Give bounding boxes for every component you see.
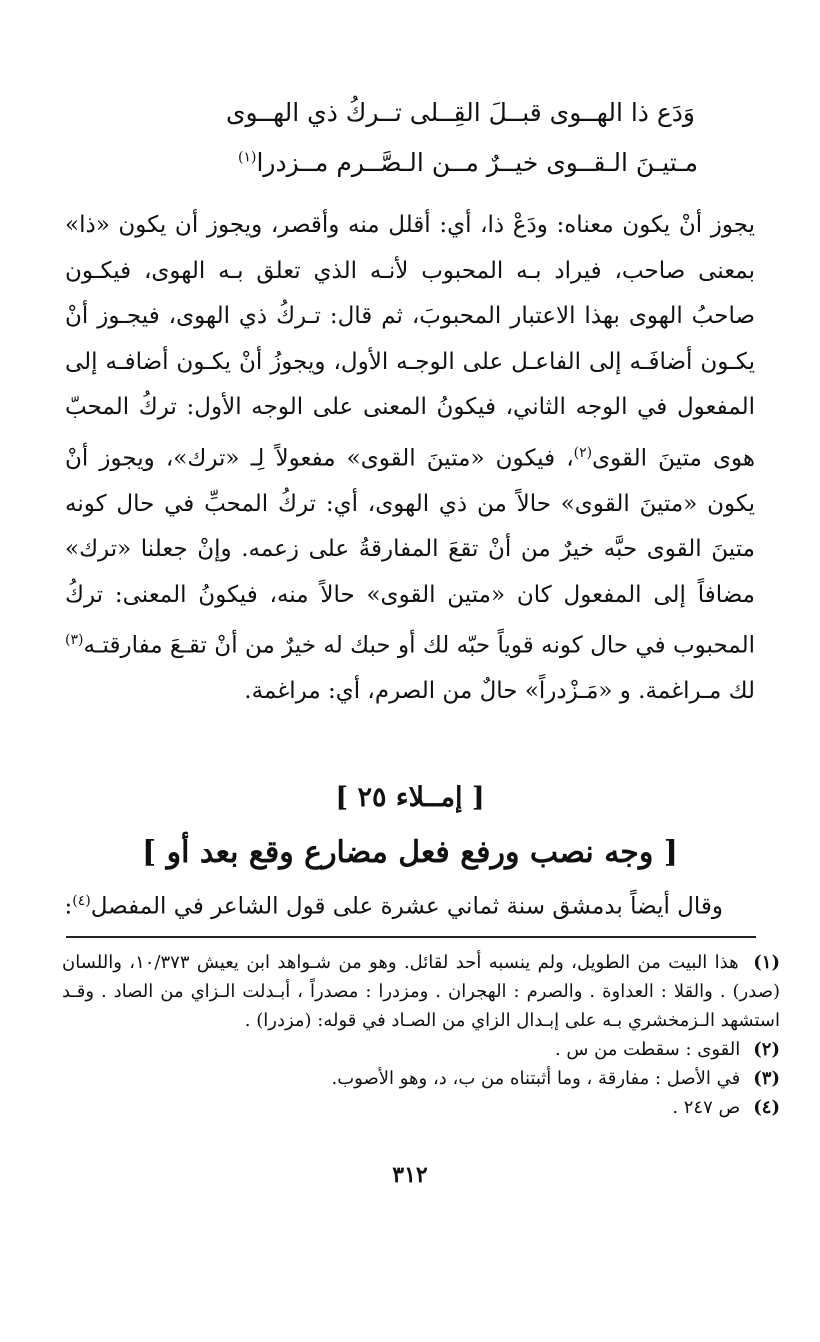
section-title: [ إمــلاء ٢٥ ] — [335, 782, 485, 813]
footnote-1-text: هذا البيت من الطويل، ولم ينسبه أحد لقائل. وهو من شـواهد ابن يعيش ١٠/٣٧٣، واللسان (صدر) . والقلا : العداوة . والصرم : الهجران . ومزدرا : مصدراً ، أبـدلت الـزاي من الصاد . وقـد استشهد الـزمخشري بـه على إبـدال الزاي من الصـاد في قوله: (مزدرا) . — [62, 952, 780, 1031]
footnote-ref-2: (٢) — [573, 444, 593, 461]
section-intro-end: : — [64, 893, 73, 920]
section-subtitle: [ وجه نصب ورفع فعل مضارع وقع بعد أو ] — [142, 835, 678, 870]
footnote-2-text: القوى : سقطت من س . — [554, 1039, 741, 1060]
footnote-4 — [62, 1093, 780, 1122]
footnote-divider — [66, 936, 756, 938]
commentary-text-b: ، فيكون «متينَ القوى» مفعولاً لِـ «ترك»، ويجوز أنْ يكون «متينَ القوى» حالاً من ذي الهوى، أي: تركُ المحبِّ في حال كونه متينَ القوى حبَّه خيرٌ من أنْ تقعَ المفارقةُ على زعمه. وإنْ جعلنا «ترك» مضافاً إلى المفعول كان «متين القوى» حالاً منه، فيكونُ المعنى: تركُ المحبوب في حال كونه قوياً حبّه لك أو حبك له خيرٌ من أنْ تقـعَ مفارقتـه — [65, 445, 755, 659]
footnotes — [62, 948, 780, 1122]
commentary-text-c: لك مـراغمة. و «مَـزْدراً» حالٌ من الصرم، أي: مراغمة. — [244, 678, 755, 705]
footnote-2 — [62, 1035, 780, 1064]
verse-line-2-text: مـتيـنَ الـقــوى خيــرٌ مــن الـصَّــرم مــزدرا — [256, 148, 698, 177]
footnote-4-number: (٤) — [753, 1097, 780, 1118]
footnote-ref-4: (٤) — [72, 893, 91, 909]
footnote-1 — [62, 948, 780, 1035]
footnote-3-number: (٣) — [753, 1068, 780, 1089]
footnote-3 — [62, 1064, 780, 1093]
footnote-2-number: (٢) — [753, 1039, 780, 1060]
section-intro — [65, 893, 723, 920]
verse-line-1: وَدَع ذا الهــوى قبــلَ القِــلى تــركُ ذي الهــوى — [225, 98, 695, 127]
verse-line-2 — [238, 148, 698, 178]
section-intro-text: وقال أيضاً بدمشق سنة ثماني عشرة على قول الشاعر في المفصل — [90, 893, 723, 920]
footnote-ref-3: (٣) — [65, 632, 84, 649]
footnote-3-text: في الأصل : مفارقة ، وما أثبتناه من ب، د، وهو الأصوب. — [331, 1068, 741, 1089]
page-number: ٣١٢ — [392, 1162, 428, 1188]
footnote-1-number: (١) — [753, 952, 780, 973]
footnote-4-text: ص ٢٤٧ . — [672, 1097, 741, 1118]
footnote-ref-1: (١) — [237, 149, 257, 166]
commentary-paragraph — [65, 203, 755, 715]
commentary-text-a: يجوز أنْ يكون معناه: ودَعْ ذا، أي: أقلل منه وأقصر، ويجوز أن يكون «ذا» بمعنى صاحب، فيراد بـه المحبوب لأنـه الذي تعلق بـه الهوى، فيكـون صاحبُ الهوى بهذا الاعتبار المحبوبَ، ثم قال: تـركُ ذي الهوى، فيجـوز أنْ يكـون أضافَـه إلى الفاعـل على الوجـه الأول، ويجوزُ أنْ يكـون أضافـه إلى المفعول في الوجه الثاني، فيكونُ المعنى على الوجه الأول: تركُ المحبّ هوى متينَ القوى — [65, 212, 755, 472]
